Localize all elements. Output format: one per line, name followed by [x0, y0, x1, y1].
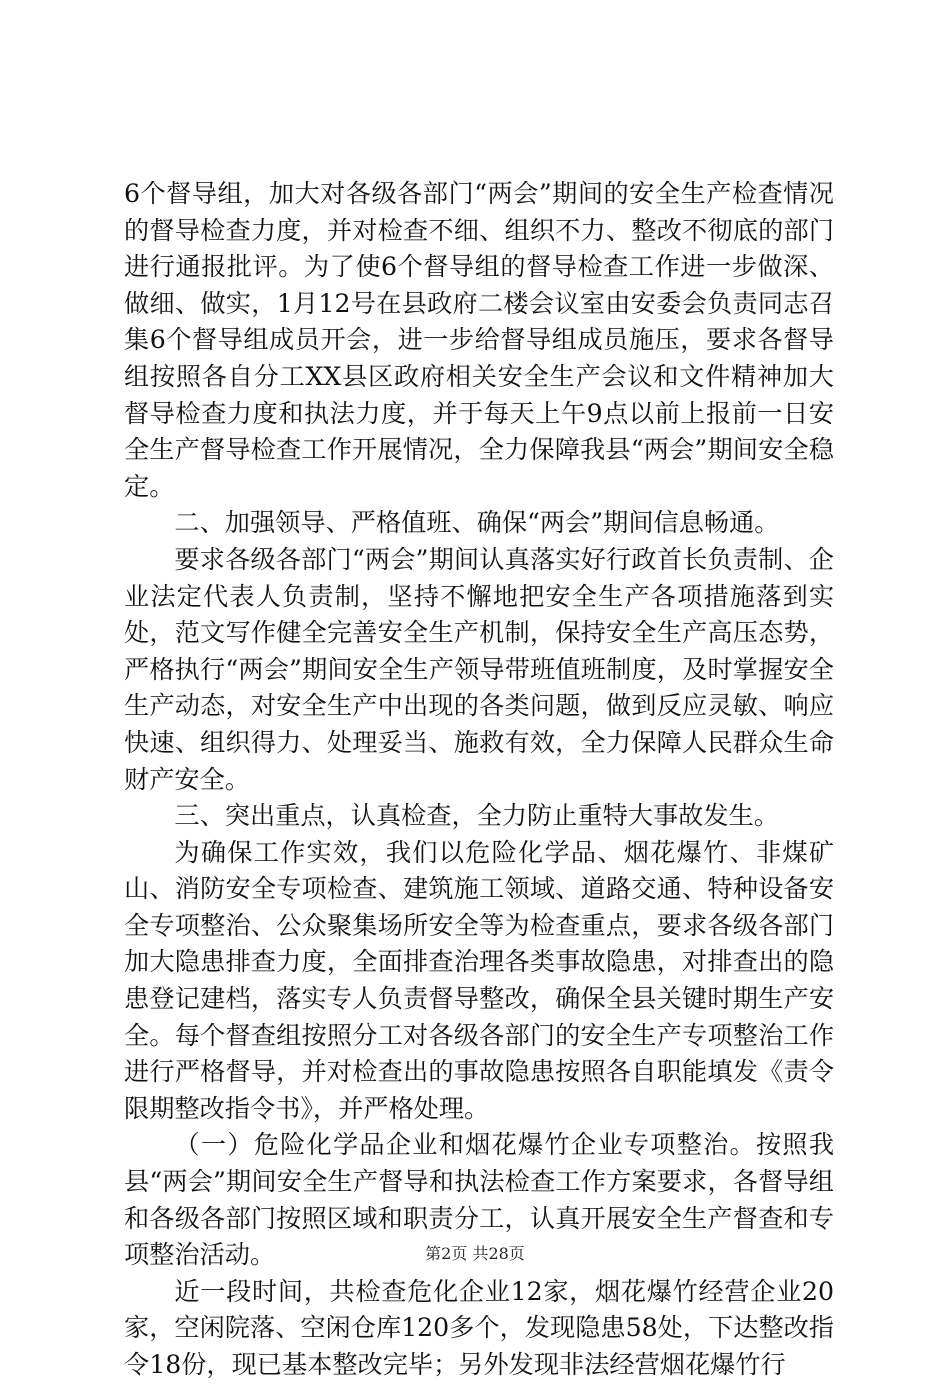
- paragraph-1: 6个督导组，加大对各级各部门“两会”期间的安全生产检查情况的督导检查力度，并对检查不细、组织不力、整改不彻底的部门进行通报批评。为了使6个督导组的督导检查工作进一步做深、做细、做实，1月12号在县政府二楼会议室由安委会负责同志召集6个督导组成员开会，进一步给督导组成员施压，要求各督导组按照各自分工XX县区政府相关安全生产会议和文件精神加大督导检查力度和执法力度，并于每天上午9点以前上报前一日安全生产督导检查工作开展情况，全力保障我县“两会”期间安全稳定。: [124, 179, 834, 501]
- paragraph-5: 为确保工作实效，我们以危险化学品、烟花爆竹、非煤矿山、消防安全专项检查、建筑施工领域、道路交通、特种设备安全专项整治、公众聚集场所安全等为检查重点，要求各级各部门加大隐患排查力度，全面排查治理各类事故隐患，对排查出的隐患登记建档，落实专人负责督导整改，确保全县关键时期生产安全。每个督查组按照分工对各级各部门的安全生产专项整治工作进行严格督导，并对检查出的事故隐患按照各自职能填发《责令限期整改指令书》，并严格处理。: [124, 837, 834, 1123]
- page-number: 第2页 共28页: [425, 1244, 525, 1263]
- paragraph-6: （一）危险化学品企业和烟花爆竹企业专项整治。按照我县“两会”期间安全生产督导和执法检查工作方案要求，各督导组和各级各部门按照区域和职责分工，认真开展安全生产督查和专项整治活动。: [124, 1130, 834, 1270]
- document-body: [124, 176, 834, 1384]
- page-footer: [0, 1244, 950, 1264]
- paragraph-7: 近一段时间，共检查危化企业12家，烟花爆竹经营企业20家，空闲院落、空闲仓库120多个，发现隐患58处，下达整改指令18份，现已基本整改完毕；另外发现非法经营烟花爆竹行: [124, 1276, 834, 1379]
- paragraph-4-heading: 三、突出重点，认真检查，全力防止重特大事故发生。: [174, 801, 779, 831]
- paragraph-3: 要求各级各部门“两会”期间认真落实好行政首长负责制、企业法定代表人负责制，坚持不懈地把安全生产各项措施落到实处，范文写作健全完善安全生产机制，保持安全生产高压态势，严格执行“两会”期间安全生产领导带班值班制度，及时掌握安全生产动态，对安全生产中出现的各类问题，做到反应灵敏、响应快速、组织得力、处理妥当、施救有效，全力保障人民群众生命财产安全。: [124, 544, 834, 794]
- paragraph-2-heading: 二、加强领导、严格值班、确保“两会”期间信息畅通。: [174, 508, 780, 538]
